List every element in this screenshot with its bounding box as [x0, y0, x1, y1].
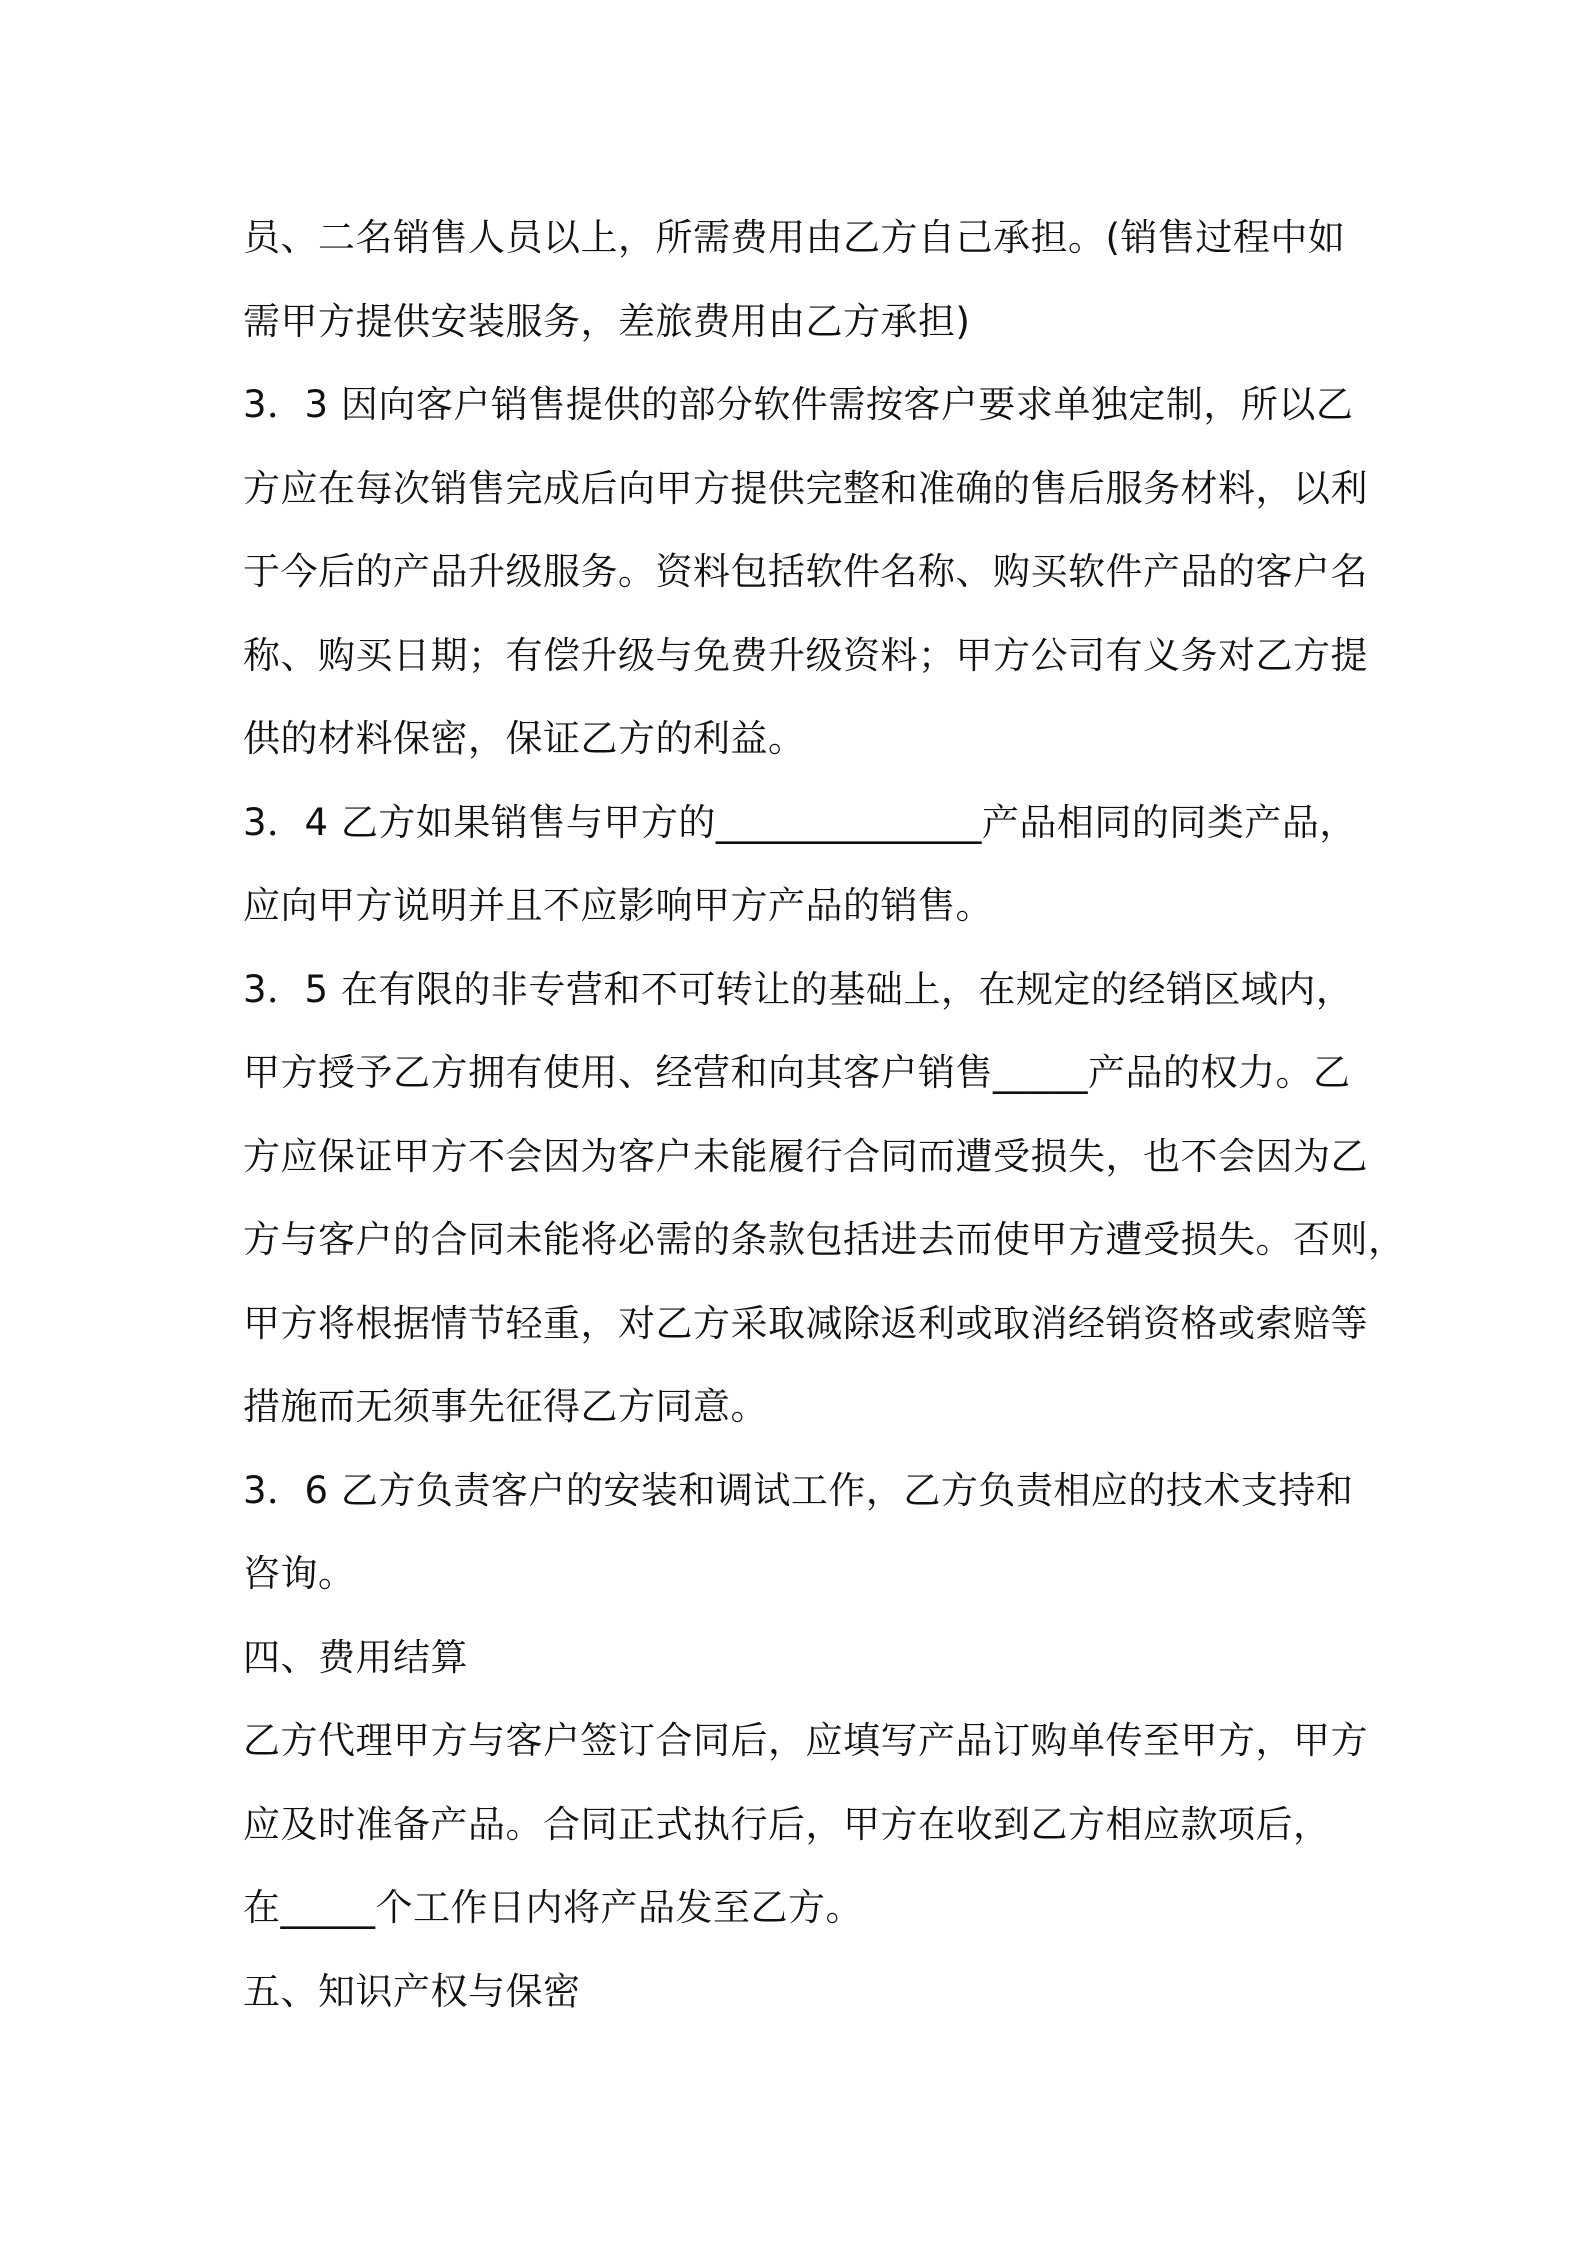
section-heading-ip-confidentiality: 五、知识产权与保密: [243, 1969, 581, 2013]
paragraph-line: 在_____个工作日内将产品发至乙方。: [243, 1886, 863, 1929]
clause-3-6-line: 3．6 乙方负责客户的安装和调试工作，乙方负责相应的技术支持和: [243, 1468, 1354, 1512]
section-heading-fee-settlement: 四、费用结算: [243, 1635, 468, 1679]
paragraph-line: 措施而无须事先征得乙方同意。: [243, 1385, 768, 1428]
clause-3-4-line: 3．4 乙方如果销售与甲方的______________产品相同的同类产品，: [243, 800, 1357, 844]
paragraph-line: 需甲方提供安装服务，差旅费用由乙方承担): [243, 299, 971, 343]
paragraph-line: 员、二名销售人员以上，所需费用由乙方自己承担。(销售过程中如: [243, 216, 1346, 259]
clause-3-5-line: 3．5 在有限的非专营和不可转让的基础上，在规定的经销区域内，: [243, 967, 1354, 1011]
paragraph-line: 甲方授予乙方拥有使用、经营和向其客户销售_____产品的权力。乙: [243, 1051, 1351, 1094]
paragraph-line: 乙方代理甲方与客户签订合同后，应填写产品订购单传至甲方，甲方: [243, 1719, 1368, 1762]
paragraph-line: 供的材料保密，保证乙方的利益。: [243, 717, 806, 760]
paragraph-line: 称、购买日期；有偿升级与免费升级资料；甲方公司有义务对乙方提: [243, 633, 1368, 677]
clause-3-3-line: 3．3 因向客户销售提供的部分软件需按客户要求单独定制，所以乙: [243, 383, 1354, 426]
paragraph-line: 方与客户的合同未能将必需的条款包括进去而使甲方遭受损失。否则，: [243, 1218, 1406, 1261]
paragraph-line: 于今后的产品升级服务。资料包括软件名称、购买软件产品的客户名: [243, 550, 1368, 593]
document-body: [243, 196, 1406, 2033]
paragraph-line: 咨询。: [243, 1552, 356, 1595]
paragraph-line: 甲方将根据情节轻重，对乙方采取减除返利或取消经销资格或索赔等: [243, 1301, 1368, 1345]
paragraph-line: 应及时准备产品。合同正式执行后，甲方在收到乙方相应款项后，: [243, 1802, 1331, 1846]
paragraph-line: 方应保证甲方不会因为客户未能履行合同而遭受损失，也不会因为乙: [243, 1134, 1368, 1178]
paragraph-line: 应向甲方说明并且不应影响甲方产品的销售。: [243, 884, 993, 927]
paragraph-line: 方应在每次销售完成后向甲方提供完整和准确的售后服务材料，以利: [243, 466, 1368, 510]
